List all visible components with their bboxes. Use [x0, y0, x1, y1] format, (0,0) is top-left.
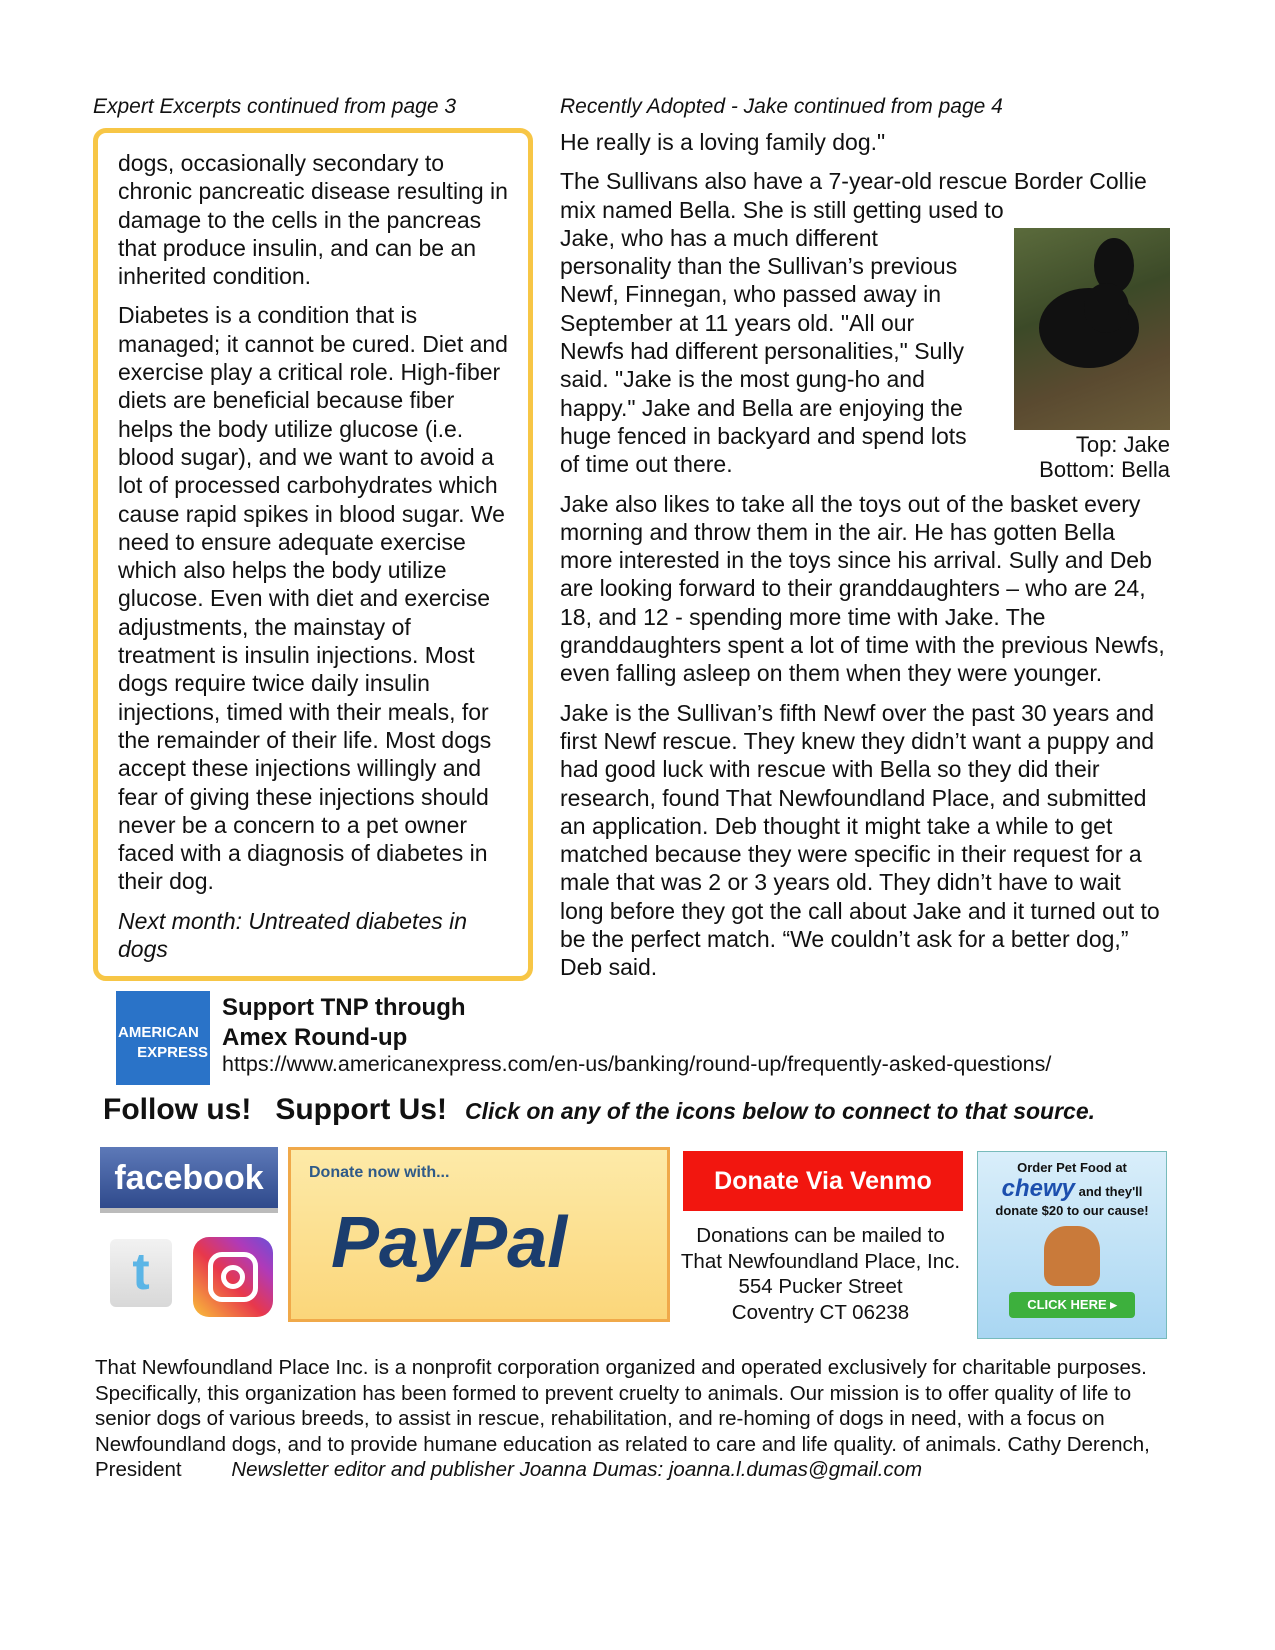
- twitter-icon[interactable]: t: [110, 1239, 172, 1307]
- paragraph: The Sullivans also have a 7-year-old rescue Border Collie mix named Bella. She is still getting used to: [560, 168, 1147, 223]
- click-instructions: Click on any of the icons below to connect to that source.: [464, 1098, 1096, 1125]
- jake-article: [560, 128, 1170, 982]
- photo-caption: [994, 432, 1170, 482]
- left-column-header: Expert Excerpts continued from page 3: [93, 95, 457, 118]
- facebook-button[interactable]: facebook: [100, 1147, 278, 1213]
- next-month-note: Next month: Untreated diabetes in dogs: [118, 907, 468, 963]
- chewy-text: donate $20 to our cause!: [995, 1203, 1149, 1219]
- dog-mascot-icon: [1044, 1226, 1100, 1286]
- footer: [95, 1355, 1185, 1483]
- chewy-logo: chewy: [1001, 1175, 1075, 1203]
- mission-statement: That Newfoundland Place Inc. is a nonprofit corporation organized and operated exclusively for charitable purposes. Specifically, this organization has been formed to prevent cruelty to animals. Our mission is to offer quality of life to senior dogs of various breeds, to assist in rescue, rehabilitation, and re-homing of dogs in need, with a focus on Newfoundland dogs, and to provide humane education as related to care and life quality. of animals. Cathy Derench, President: [95, 1356, 1150, 1482]
- amex-title: Support TNP through Amex Round-up: [222, 994, 466, 1052]
- chewy-text: and they'll: [1078, 1184, 1143, 1200]
- paypal-prefix: Donate now with...: [309, 1164, 450, 1182]
- paragraph: Jake also likes to take all the toys out of the basket every morning and throw them in the air. He has gotten Bella more interested in the toys since his arrival. Sully and Deb are looking forward to their granddaughters – who are 24, 18, and 12 - spending more time with Jake. The granddaughters spent a lot of time with the previous Newfs, even falling asleep on them when they were younger.: [560, 490, 1165, 687]
- right-column: [560, 94, 1170, 982]
- address-line: Coventry CT 06238: [731, 1300, 910, 1324]
- amex-logo-text: AMERICAN: [118, 1024, 199, 1042]
- paragraph: Jake is the Sullivan’s fifth Newf over the past 30 years and first Newf rescue. They knew they didn’t want a puppy and had good luck with rescue with Bella so they did their research, found That Newfoundland Place, and submitted an application. Deb thought it might take a while to get matched because they were specific in their request for a male that was 2 or 3 years old. They didn’t have to wait long before they got the call about Jake and it turned out to be the perfect match. “We couldn’t ask for a better dog,” Deb said.: [560, 699, 1160, 981]
- chewy-ad[interactable]: [977, 1151, 1167, 1339]
- address-line: 554 Pucker Street: [738, 1275, 903, 1299]
- follow-us-heading: Follow us!: [103, 1093, 252, 1127]
- two-column-layout: [0, 94, 1275, 1085]
- donation-tiles: [0, 1143, 1275, 1343]
- paragraph: Jake, who has a much different personality than the Sullivan’s previous Newf, Finnegan, who passed away in September at 11 years old. "All our Newfs had different personalities," Sully said. "Jake is the most gung-ho and happy." Jake and Bella are enjoying the huge fenced in backyard and spend lots of time out there.: [560, 224, 967, 478]
- dogs-photo: [1014, 228, 1170, 430]
- instagram-icon[interactable]: [193, 1237, 273, 1317]
- caption-top: Top: Jake: [1075, 431, 1170, 457]
- address-line: Donations can be mailed to: [696, 1224, 945, 1248]
- support-us-heading: Support Us!: [275, 1093, 447, 1127]
- paypal-donate-button[interactable]: [288, 1147, 670, 1322]
- mailing-address: [668, 1223, 973, 1325]
- amex-logo-text: EXPRESS: [137, 1044, 208, 1062]
- paragraph: dogs, occasionally secondary to chronic pancreatic disease resulting in damage to the cells in the pancreas that produce insulin, and can be an inherited condition.: [118, 150, 508, 290]
- amex-link[interactable]: https://www.americanexpress.com/en-us/banking/round-up/frequently-asked-questions/: [222, 1052, 1052, 1077]
- paypal-logo: PayPal: [331, 1203, 568, 1284]
- paragraph: Diabetes is a condition that is managed; it cannot be cured. Diet and exercise play a critical role. High-fiber diets are beneficial because fiber helps the body utilize glucose (i.e. blood sugar), and we want to avoid a lot of processed carbohydrates which cause rapid spikes in blood sugar. We need to ensure adequate exercise which also helps the body utilize glucose. Even with diet and exercise adjustments, the mainstay of treatment is insulin injections. Most dogs require twice daily insulin injections, timed with their meals, for the remainder of their life. Most dogs accept these injections willingly and fear of giving these injections should never be a concern to a pet owner faced with a diagnosis of diabetes in their dog.: [118, 302, 508, 895]
- editor-credit: Newsletter editor and publisher Joanna Dumas: joanna.l.dumas@gmail.com: [231, 1458, 923, 1482]
- chewy-click-here-button[interactable]: CLICK HERE ▸: [1009, 1292, 1135, 1318]
- left-column: [93, 94, 533, 1085]
- amex-logo[interactable]: [116, 991, 210, 1085]
- paragraph: He really is a loving family dog.": [560, 129, 886, 155]
- venmo-donate-button[interactable]: Donate Via Venmo: [683, 1151, 963, 1211]
- address-line: That Newfoundland Place, Inc.: [680, 1249, 961, 1273]
- caption-bottom: Bottom: Bella: [1039, 456, 1170, 482]
- chewy-text: Order Pet Food at: [1017, 1160, 1127, 1176]
- right-column-header: Recently Adopted - Jake continued from page 4: [560, 95, 1003, 118]
- photo-figure: [994, 228, 1170, 482]
- support-heading-row: [103, 1091, 1275, 1129]
- expert-excerpts-box: [93, 128, 533, 981]
